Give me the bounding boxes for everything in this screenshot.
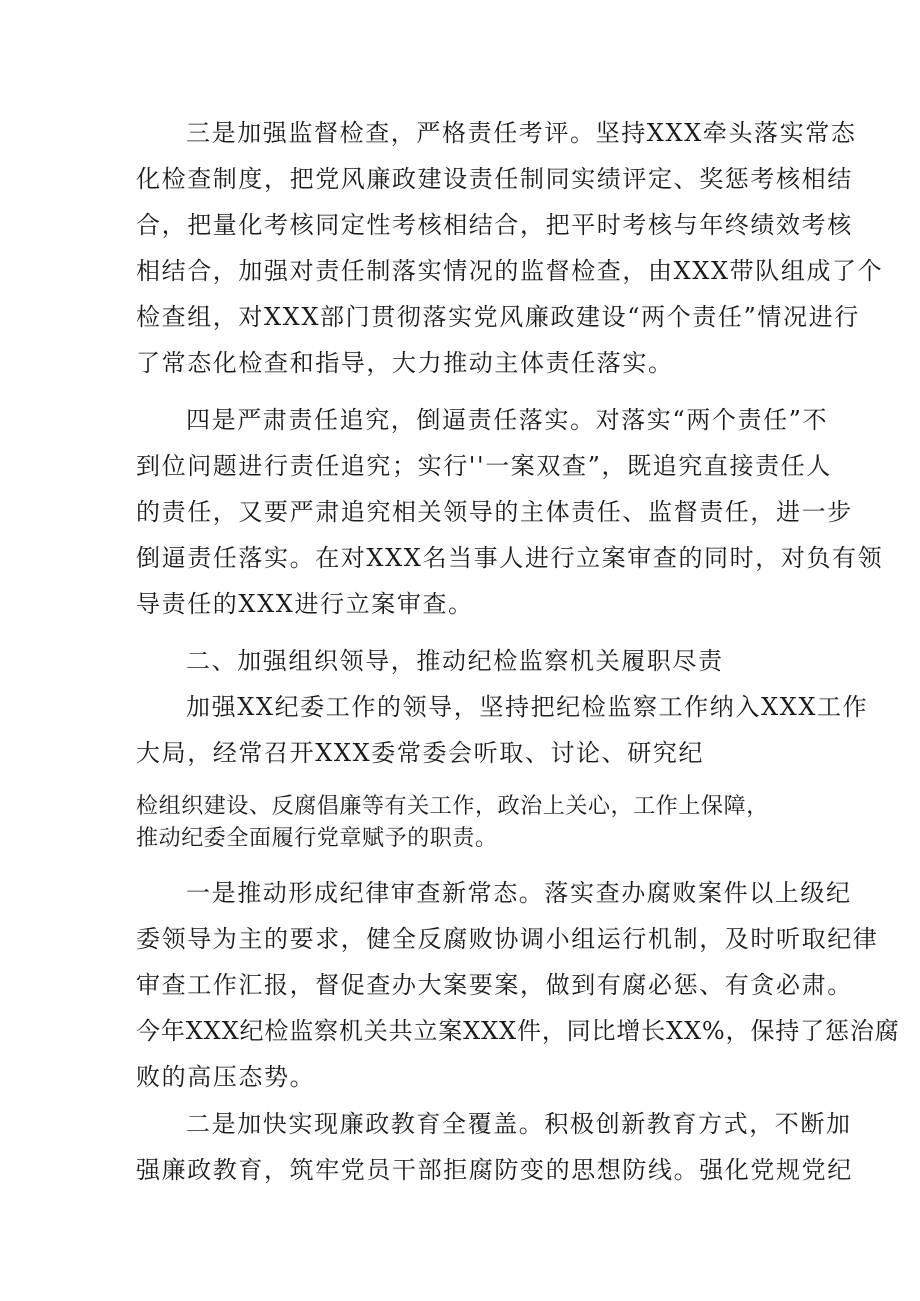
- paragraph-5-line-1: 加强XX纪委工作的领导，坚持把纪检监察工作纳入XXX工作: [186, 693, 869, 721]
- paragraph-3-line-1: 三是加强监督检查，严格责任考评。坚持XXX牵头落实常态: [186, 119, 857, 147]
- paragraph-4-line-3: 的责任，又要严肃追究相关领导的主体责任、监督责任，进一步: [136, 498, 853, 526]
- paragraph-3-line-4: 相结合，加强对责任制落实情况的监督检查，由XXX带队组成了个: [136, 257, 884, 285]
- paragraph-4-line-5: 导责任的XXX进行立案审查。: [136, 590, 474, 618]
- paragraph-6-line-5: 败的高压态势。: [136, 1063, 316, 1091]
- paragraph-5-line-4: 推动纪委全面履行党章赋予的职责。: [136, 826, 498, 851]
- paragraph-3-line-5: 检查组，对XXX部门贯彻落实党风廉政建设“两个责任”情况进行: [136, 303, 860, 331]
- paragraph-6-line-1: 一是推动形成纪律审查新常态。落实查办腐败案件以上级纪: [186, 879, 852, 907]
- paragraph-4-line-4: 倒逼责任落实。在对XXX名当事人进行立案审查的同时，对负有领: [136, 544, 884, 572]
- paragraph-4-line-2: 到位问题进行责任追究；实行''一案双查”，既追究直接责任人: [136, 452, 832, 480]
- paragraph-7-line-2: 强廉政教育，筑牢党员干部拒腐防变的思想防线。强化党规党纪: [136, 1156, 853, 1184]
- paragraph-3-line-6: 了常态化检查和指导，大力推动主体责任落实。: [136, 349, 674, 377]
- paragraph-6-line-2: 委领导为主的要求，健全反腐败协调小组运行机制，及时听取纪律: [136, 925, 879, 953]
- paragraph-6-line-4: 今年XXX纪检监察机关共立案XXX件，同比增长XX%，保持了惩治腐: [136, 1017, 900, 1045]
- paragraph-3-line-2: 化检查制度，把党风廉政建设责任制同实绩评定、奖惩考核相结: [136, 165, 853, 193]
- paragraph-4-line-1: 四是严肃责任追究，倒逼责任落实。对落实“两个责任”不: [186, 406, 829, 434]
- paragraph-3-line-3: 合，把量化考核同定性考核相结合，把平时考核与年终绩效考核: [136, 211, 853, 239]
- paragraph-7-line-1: 二是加快实现廉政教育全覆盖。积极创新教育方式，不断加: [186, 1110, 852, 1138]
- section-heading-2: 二、加强组织领导，推动纪检监察机关履职尽责: [186, 647, 724, 675]
- paragraph-5-line-2: 大局，经常召开XXX委常委会听取、讨论、研究纪: [136, 739, 705, 767]
- paragraph-5-line-3: 检组织建设、反腐倡廉等有关工作，政治上关心，工作上保障，: [136, 794, 769, 819]
- paragraph-6-line-3: 审查工作汇报，督促查办大案要案，做到有腐必惩、有贪必肃。: [136, 971, 853, 999]
